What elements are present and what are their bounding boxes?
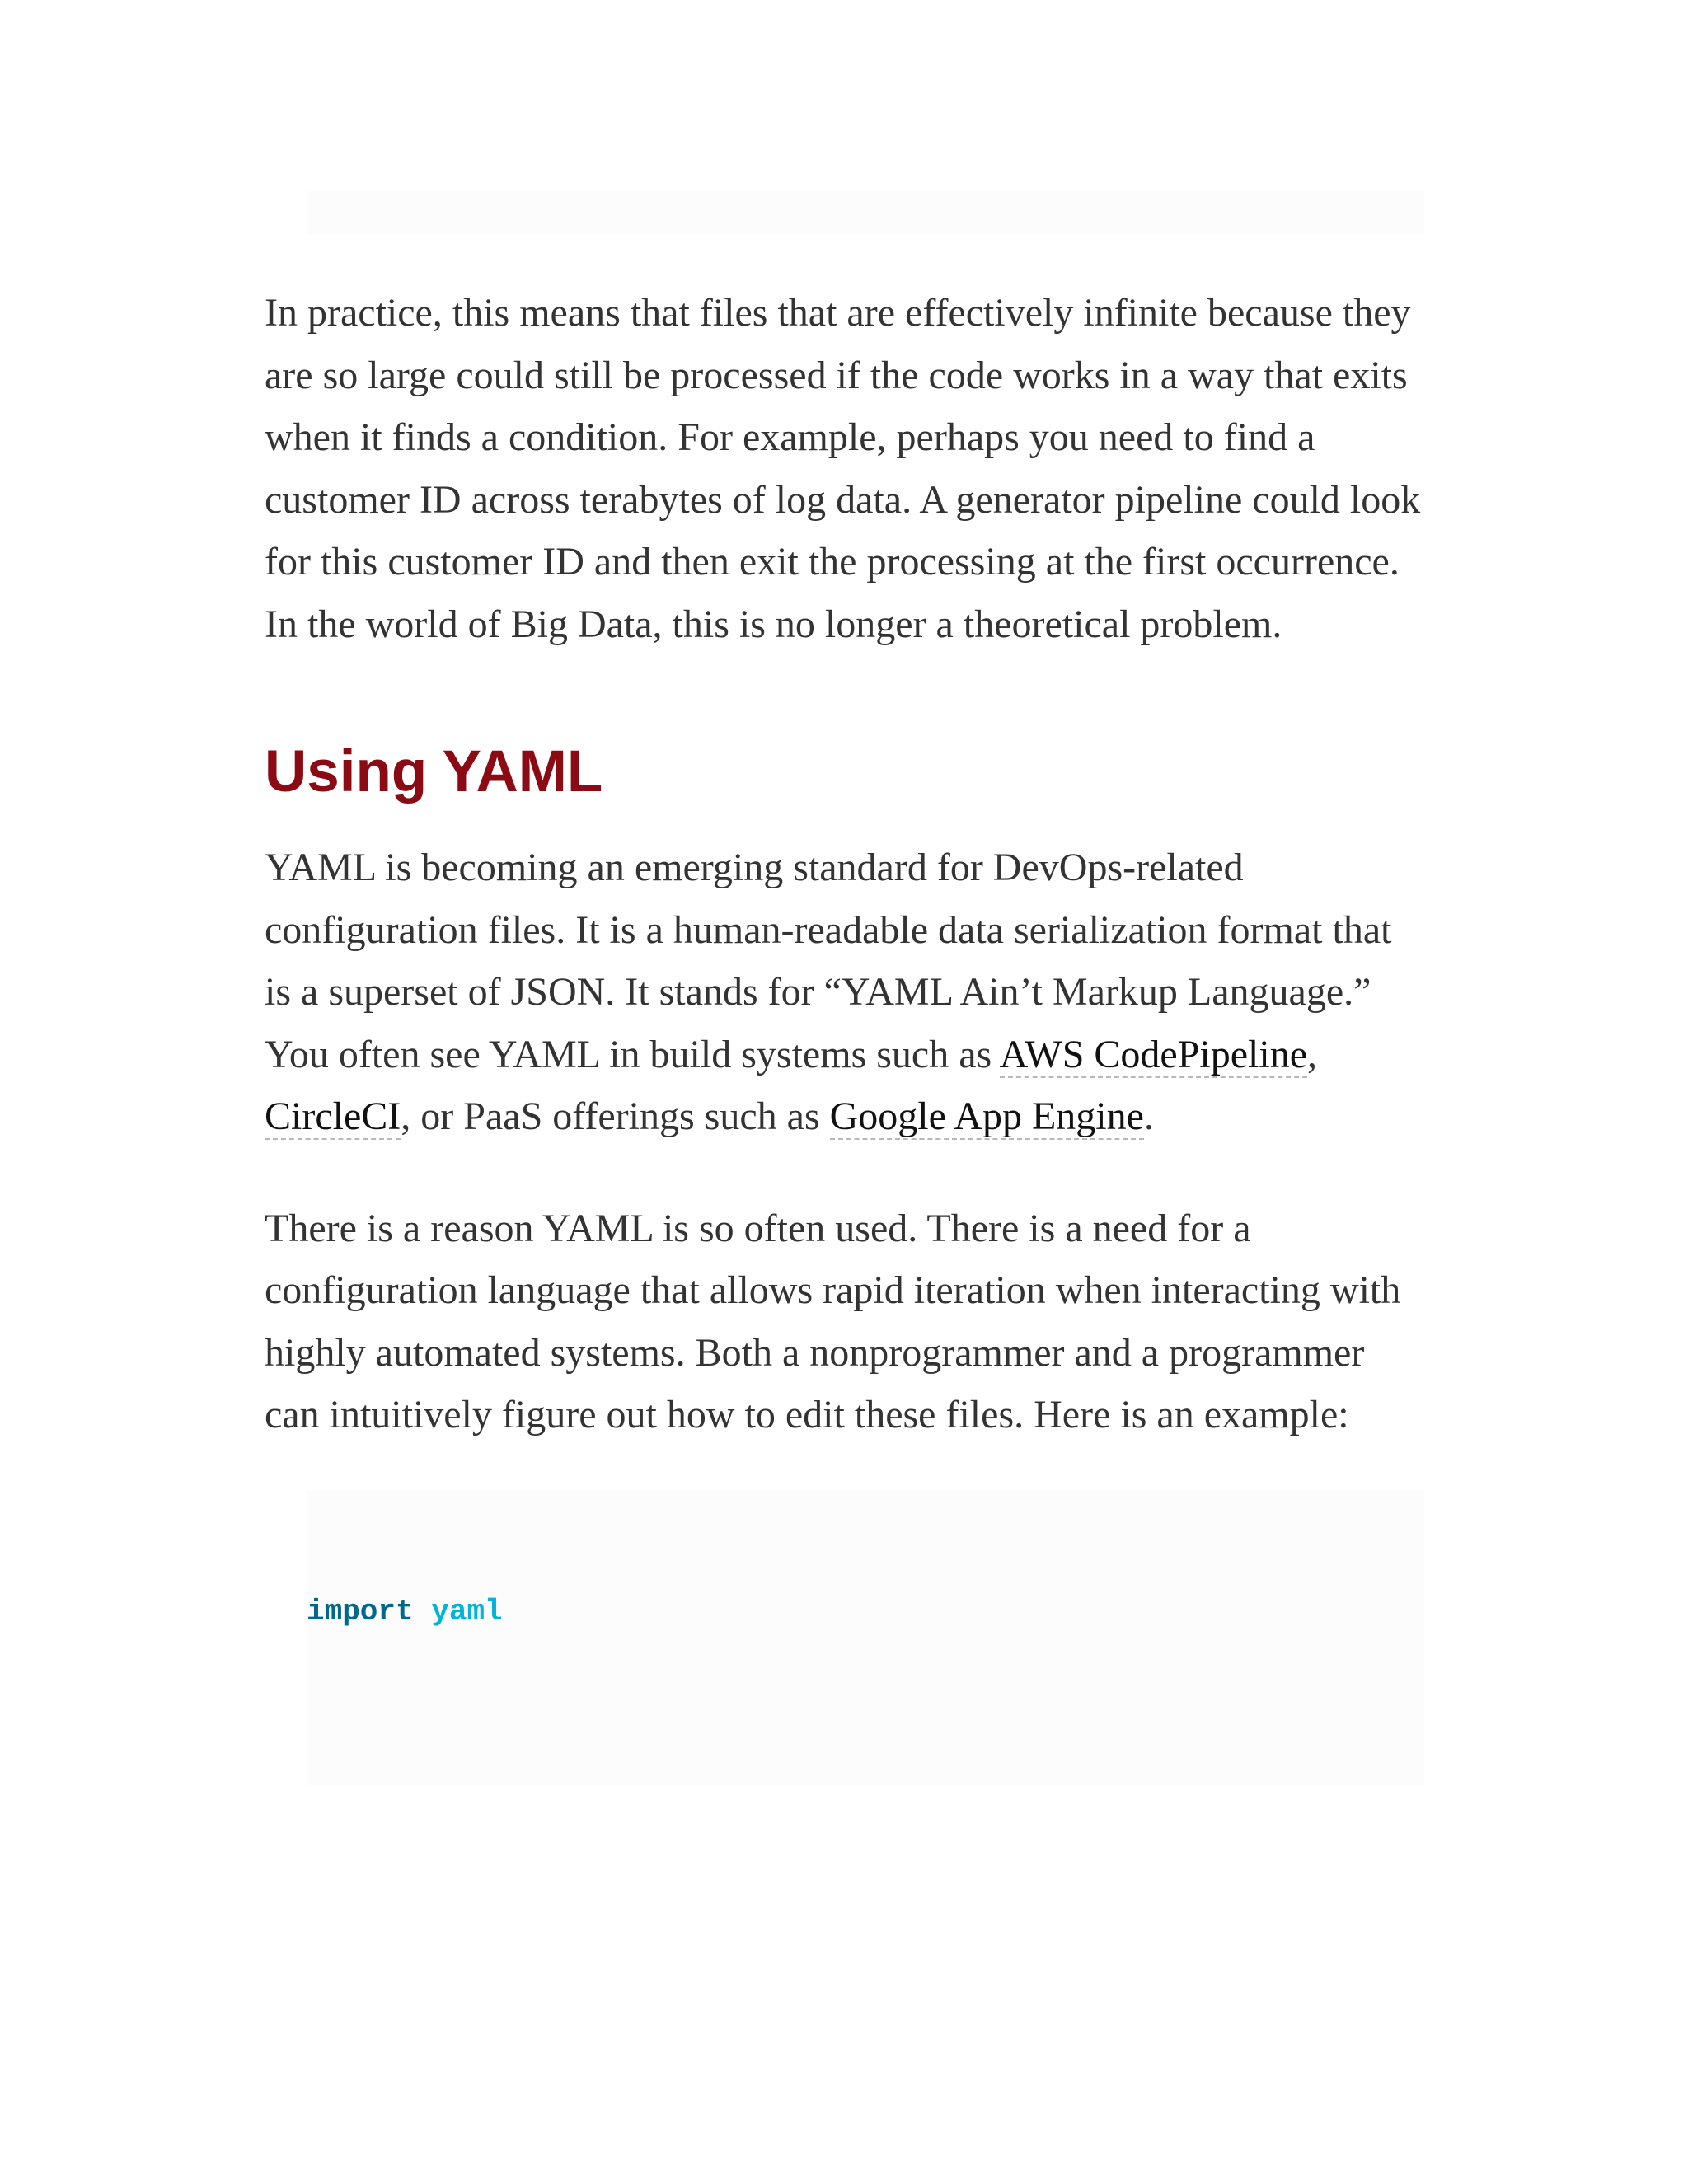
paragraph-yaml-intro <box>265 837 1427 1148</box>
page-content <box>265 191 1427 1785</box>
paragraph-text: . <box>1143 1094 1154 1138</box>
paragraph-separator: , <box>1307 1032 1318 1076</box>
code-keyword: import <box>307 1594 414 1629</box>
code-block-example <box>307 1490 1424 1785</box>
link-google-app-engine[interactable]: Google App Engine <box>829 1094 1144 1138</box>
paragraph-text: , or PaaS offerings such as <box>401 1094 830 1138</box>
paragraph-generator-pipeline: In practice, this means that files that are effectively infinite because they are so large could still be processed if the code works in a way that exits when it finds a condition. For example, perhaps you need to find a customer ID across terabytes of log data. A generator pipeline could look for this customer ID and then exit the processing at the first occurrence. In the world of Big Data, this is no longer a theoretical problem. <box>265 291 1421 646</box>
section-heading: Using YAML <box>265 739 603 804</box>
code-line-import <box>307 1589 1424 1634</box>
paragraph-yaml-reason: There is a reason YAML is so often used. There is a need for a configuration language that allows rapid iteration when interacting with highly automated systems. Both a nonprogrammer and a programmer can intuitively figure out how to edit these files. Here is an example: <box>265 1206 1401 1436</box>
paragraph-text: YAML is becoming an emerging standard for DevOps-related configuration files. It is a human-readable data serialization format that is a superset of JSON. It stands for “YAML Ain’t Markup Language.” You often see YAML in build systems such as <box>265 846 1392 1076</box>
link-aws-codepipeline[interactable]: AWS CodePipeline <box>999 1032 1308 1076</box>
code-blank-line <box>307 1725 1424 1758</box>
code-module-name: yaml <box>431 1594 503 1629</box>
code-block-fragment <box>307 191 1424 234</box>
link-circleci[interactable]: CircleCI <box>265 1094 401 1138</box>
